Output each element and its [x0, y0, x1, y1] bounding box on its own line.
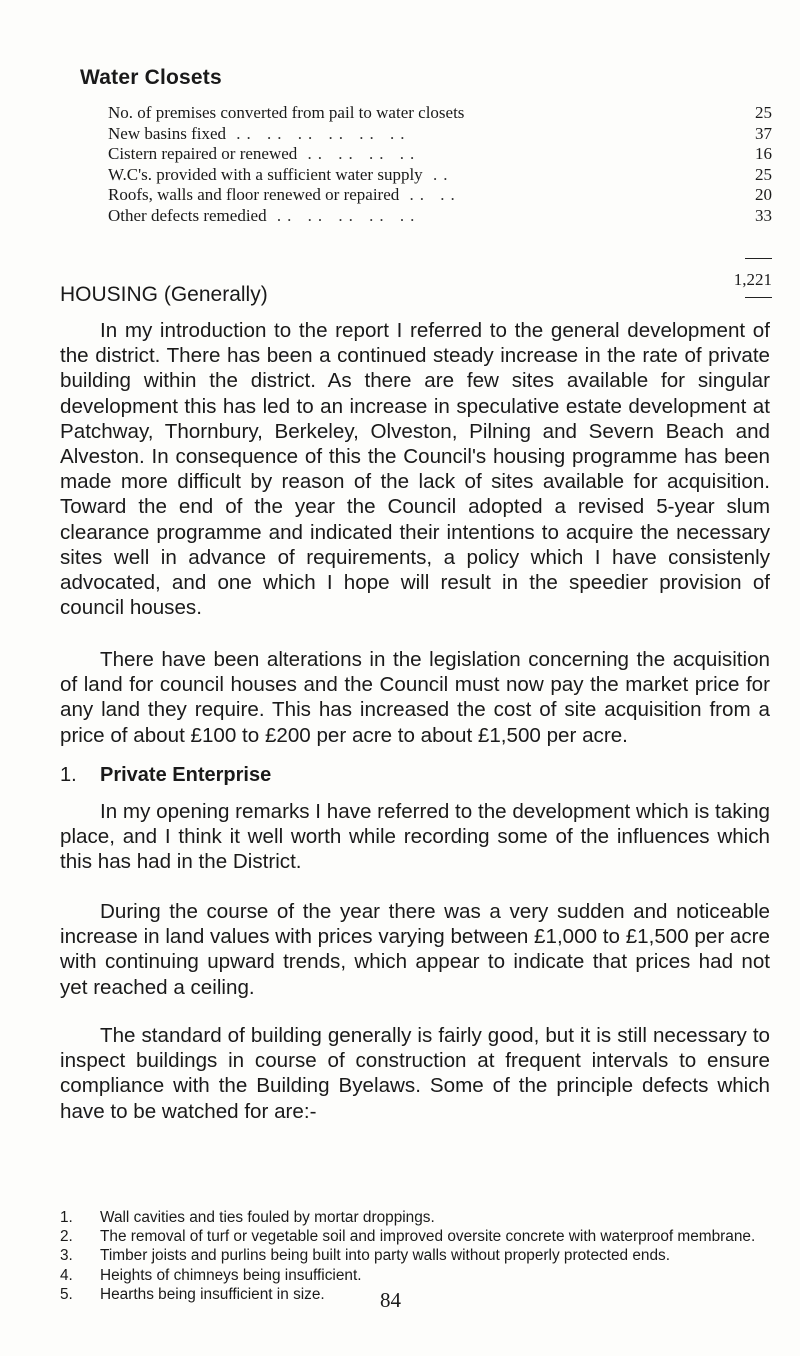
section-number: 1. — [60, 764, 77, 786]
housing-section — [60, 318, 770, 620]
leader-dots: .. .. .. .. .. .. — [226, 123, 411, 143]
row-label: New basins fixed — [108, 123, 227, 143]
section-title: Private Enterprise — [100, 764, 272, 786]
row-value: 25 — [755, 103, 772, 122]
leader-dots: .. .. .. .. — [297, 144, 421, 163]
paragraph: The standard of building generally is fairly good, but it is still necessary to inspect buildings in course of construction at frequent intervals to ensure compliance with the Building Byelaws. Some of the principle defects which have to be watched for are:- — [60, 1024, 770, 1123]
list-number: 5. — [60, 1285, 73, 1303]
paragraph: In my introduction to the report I referred to the general development of the district. There has been a continued steady increase in the rate of private building within the district. As there are few sites available for singular development this has led to an increase in speculative estate development at Patchway, Thornbury, Berkeley, Olveston, Pilning and Severn Beach and Alveston. In consequence of this the Council's housing programme has been made more difficult by reason of the lack of sites available for acquisition. Toward the end of the year the Council adopted a revised 5-year slum clearance programme and indicated their intentions to acquire the necessary sites well in advance of requirements, a policy which I have consistenly advocated, and one which I hope will result in the speedier provision of council houses. — [60, 319, 770, 620]
row-label: W.C's. provided with a sufficient water supply — [108, 164, 423, 184]
list-item — [60, 1246, 775, 1265]
list-number: 3. — [60, 1247, 73, 1265]
table-row — [108, 124, 772, 145]
paragraph: In my opening remarks I have referred to the development which is taking place, and I think it well worth while recording some of the influences which this has had in the District. — [60, 800, 770, 874]
row-label: No. of premises converted from pail to water closets — [108, 103, 465, 122]
water-closets-table — [108, 103, 772, 226]
list-number: 1. — [60, 1209, 73, 1226]
row-value: 33 — [755, 205, 772, 225]
table-row — [108, 206, 772, 227]
leader-dots: .. .. — [399, 185, 461, 204]
list-text: Timber joists and purlins being built into party walls without properly protected ends. — [100, 1247, 671, 1265]
row-label: Other defects remedied — [108, 205, 267, 225]
list-item — [60, 1208, 775, 1227]
list-item — [60, 1227, 775, 1246]
table-row — [108, 165, 772, 186]
private-enterprise-p3 — [60, 1023, 770, 1124]
total-rule-top — [745, 258, 772, 259]
private-enterprise-p1 — [60, 799, 770, 875]
defects-list — [60, 1208, 775, 1304]
leader-dots: .. .. .. .. .. — [266, 205, 421, 225]
water-closets-heading: Water Closets — [80, 66, 222, 89]
total-rule-bottom — [745, 297, 772, 298]
paragraph: During the course of the year there was a very sudden and noticeable increase in land values with prices varying between £1,000 to £1,500 per acre with continuing upward trends, which appear to indicate that prices had not yet reached a ceiling. — [60, 900, 770, 999]
private-enterprise-heading — [60, 764, 271, 787]
list-item — [60, 1266, 775, 1285]
page-number: 84 — [380, 1288, 401, 1312]
table-row — [108, 103, 772, 124]
list-text: Heights of chimneys being insufficient. — [100, 1266, 362, 1284]
list-text: Hearths being insufficient in size. — [100, 1285, 325, 1303]
row-value: 16 — [755, 144, 772, 163]
housing-heading: HOUSING (Generally) — [60, 283, 268, 306]
list-text: The removal of turf or vegetable soil and improved oversite concrete with waterproof membrane. — [100, 1228, 756, 1246]
row-value: 25 — [755, 164, 772, 184]
list-number: 2. — [60, 1228, 73, 1246]
table-row — [108, 144, 772, 165]
row-label: Roofs, walls and floor renewed or repaired — [108, 185, 400, 204]
private-enterprise-p2 — [60, 899, 770, 1000]
row-value: 37 — [755, 123, 772, 143]
total-value: 1,221 — [733, 270, 772, 289]
list-text: Wall cavities and ties fouled by mortar droppings. — [100, 1209, 435, 1226]
table-row — [108, 185, 772, 206]
row-label: Cistern repaired or renewed — [108, 144, 298, 163]
housing-section-2 — [60, 647, 770, 748]
row-value: 20 — [755, 185, 772, 204]
leader-dots: .. — [422, 164, 454, 184]
list-item — [60, 1285, 775, 1304]
paragraph: There have been alterations in the legislation concerning the acquisition of land for council houses and the Council must now pay the market price for any land they require. This has increased the cost of site acquisition from a price of about £100 to £200 per acre to about £1,500 per acre. — [60, 648, 770, 747]
list-number: 4. — [60, 1266, 73, 1284]
